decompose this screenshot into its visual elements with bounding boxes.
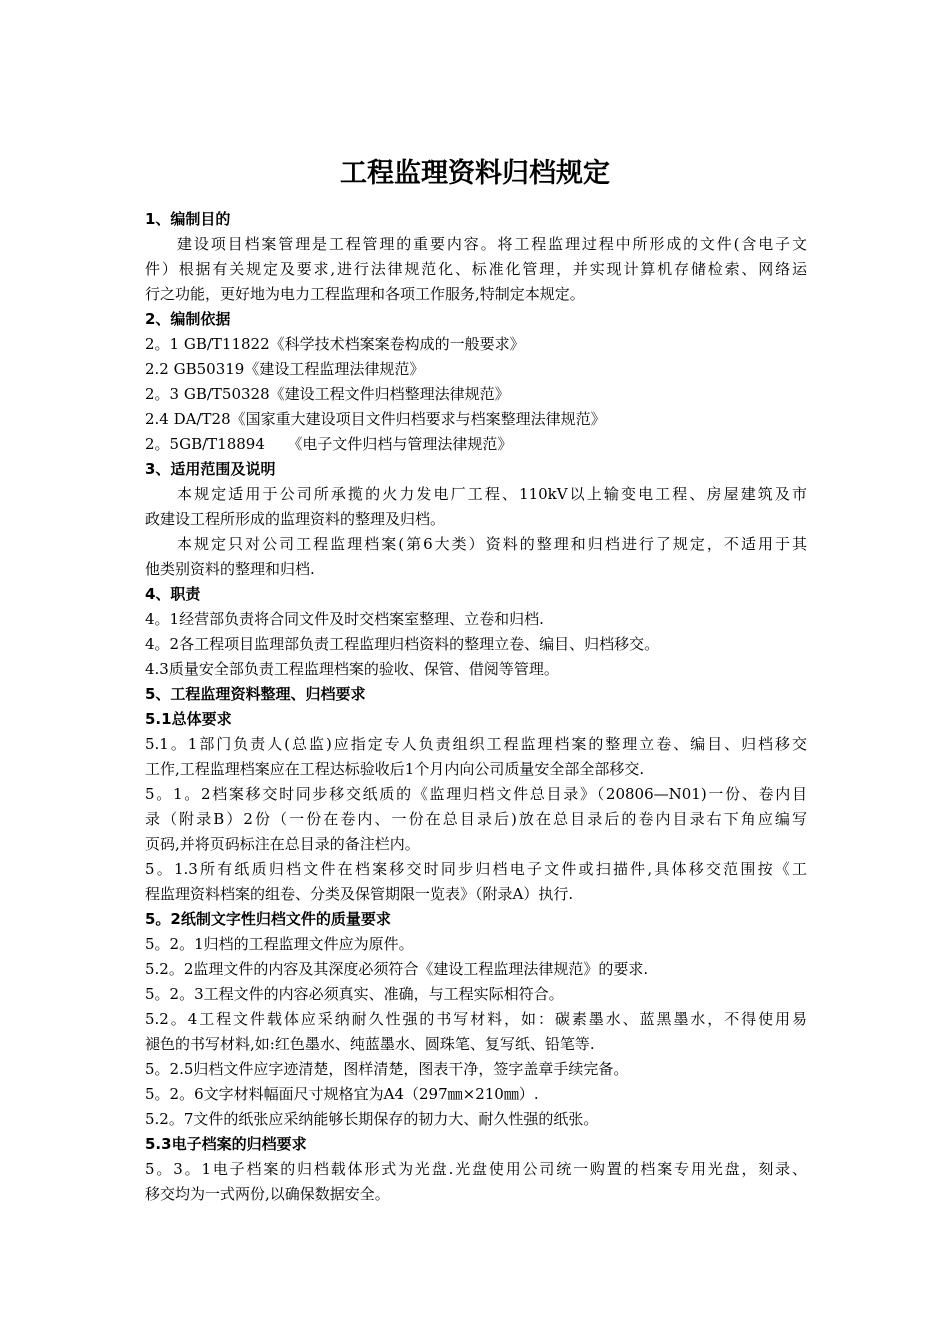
paragraph-line: 5。3。1电子档案的归档载体形式为光盘.光盘使用公司统一购置的档案专用光盘，刻录、 xyxy=(145,1160,807,1178)
document-title: 工程监理资料归档规定 xyxy=(340,158,610,189)
section-heading: 1、编制目的 xyxy=(145,210,231,228)
paragraph-line: 政建设工程所形成的监理资料的整理及归档。 xyxy=(145,510,446,528)
paragraph-line: 5。2。1归档的工程监理文件应为原件。 xyxy=(145,935,414,953)
section-heading: 5、工程监理资料整理、归档要求 xyxy=(145,685,366,703)
paragraph-line: 5.2。7文件的纸张应采纳能够长期保存的韧力大、耐久性强的纸张。 xyxy=(145,1110,599,1128)
document-body xyxy=(145,207,807,1207)
paragraph-line: 他类别资料的整理和归档. xyxy=(145,560,315,578)
section-heading: 3、适用范围及说明 xyxy=(145,460,276,478)
paragraph-line: 程监理资料档案的组卷、分类及保管期限一览表》（附录A）执行. xyxy=(145,885,574,903)
paragraph-line: 录（附录B）2份（一份在卷内、一份在总目录后)放在总目录后的卷内目录右下角应编写 xyxy=(145,810,807,828)
paragraph-line: 件）根据有关规定及要求,进行法律规范化、标准化管理，并实现计算机存储检索、网络运 xyxy=(145,260,807,278)
paragraph-line: 页码,并将页码标注在总目录的备注栏内。 xyxy=(145,835,420,853)
paragraph-line: 4。2各工程项目监理部负责工程监理归档资料的整理立卷、编目、归档移交。 xyxy=(145,635,660,653)
paragraph-line: 本规定只对公司工程监理档案(第6大类）资料的整理和归档进行了规定，不适用于其 xyxy=(177,535,807,553)
paragraph-line: 5。2。6文字材料幅面尺寸规格宜为A4（297㎜×210㎜）. xyxy=(145,1085,539,1103)
paragraph-line: 5。1.3所有纸质归档文件在档案移交时同步归档电子文件或扫描件,具体移交范围按《工 xyxy=(145,860,807,878)
paragraph-line: 5。2。3工程文件的内容必须真实、准确，与工程实际相符合。 xyxy=(145,985,564,1003)
paragraph-line: 2。3 GB/T50328《建设工程文件归档整理法律规范》 xyxy=(145,385,510,403)
paragraph-line: 移交均为一式两份,以确保数据安全。 xyxy=(145,1185,390,1203)
paragraph-line: 5.1。1部门负责人(总监)应指定专人负责组织工程监理档案的整理立卷、编目、归档移交 xyxy=(145,735,807,753)
paragraph-line: 2.2 GB50319《建设工程监理法律规范》 xyxy=(145,360,425,378)
paragraph-line: 2。1 GB/T11822《科学技术档案案卷构成的一般要求》 xyxy=(145,335,525,353)
paragraph-line: 5.2。2监理文件的内容及其深度必须符合《建设工程监理法律规范》的要求. xyxy=(145,960,649,978)
paragraph-line: 2。5GB/T18894 《电子文件归档与管理法律规范》 xyxy=(145,435,513,453)
section-heading: 5.1总体要求 xyxy=(145,710,232,728)
paragraph-line: 4。1经营部负责将合同文件及时交档案室整理、立卷和归档. xyxy=(145,610,544,628)
section-heading: 5。2纸制文字性归档文件的质量要求 xyxy=(145,910,391,928)
paragraph-line: 本规定适用于公司所承揽的火力发电厂工程、110kV以上输变电工程、房屋建筑及市 xyxy=(177,485,807,503)
paragraph-line: 褪色的书写材料,如:红色墨水、纯蓝墨水、圆珠笔、复写纸、铅笔等. xyxy=(145,1035,595,1053)
paragraph-line: 工作,工程监理档案应在工程达标验收后1个月内向公司质量安全部全部移交. xyxy=(145,760,645,778)
paragraph-line: 建设项目档案管理是工程管理的重要内容。将工程监理过程中所形成的文件(含电子文 xyxy=(177,235,807,253)
section-heading: 2、编制依据 xyxy=(145,310,231,328)
section-heading: 4、职责 xyxy=(145,585,201,603)
paragraph-line: 2.4 DA/T28《国家重大建设项目文件归档要求与档案整理法律规范》 xyxy=(145,410,606,428)
paragraph-line: 5.2。4工程文件载体应采纳耐久性强的书写材料，如：碳素墨水、蓝黑墨水，不得使用易 xyxy=(145,1010,807,1028)
paragraph-line: 5。2.5归档文件应字迹清楚，图样清楚，图表干净，签字盖章手续完备。 xyxy=(145,1060,629,1078)
paragraph-line: 5。1。2档案移交时同步移交纸质的《监理归档文件总目录》（20806—N01)一份、卷内目 xyxy=(145,785,807,803)
paragraph-line: 4.3质量安全部负责工程监理档案的验收、保管、借阅等管理。 xyxy=(145,660,559,678)
paragraph-line: 行之功能，更好地为电力工程监理和各项工作服务,特制定本规定。 xyxy=(145,285,585,303)
section-heading: 5.3电子档案的归档要求 xyxy=(145,1135,307,1153)
